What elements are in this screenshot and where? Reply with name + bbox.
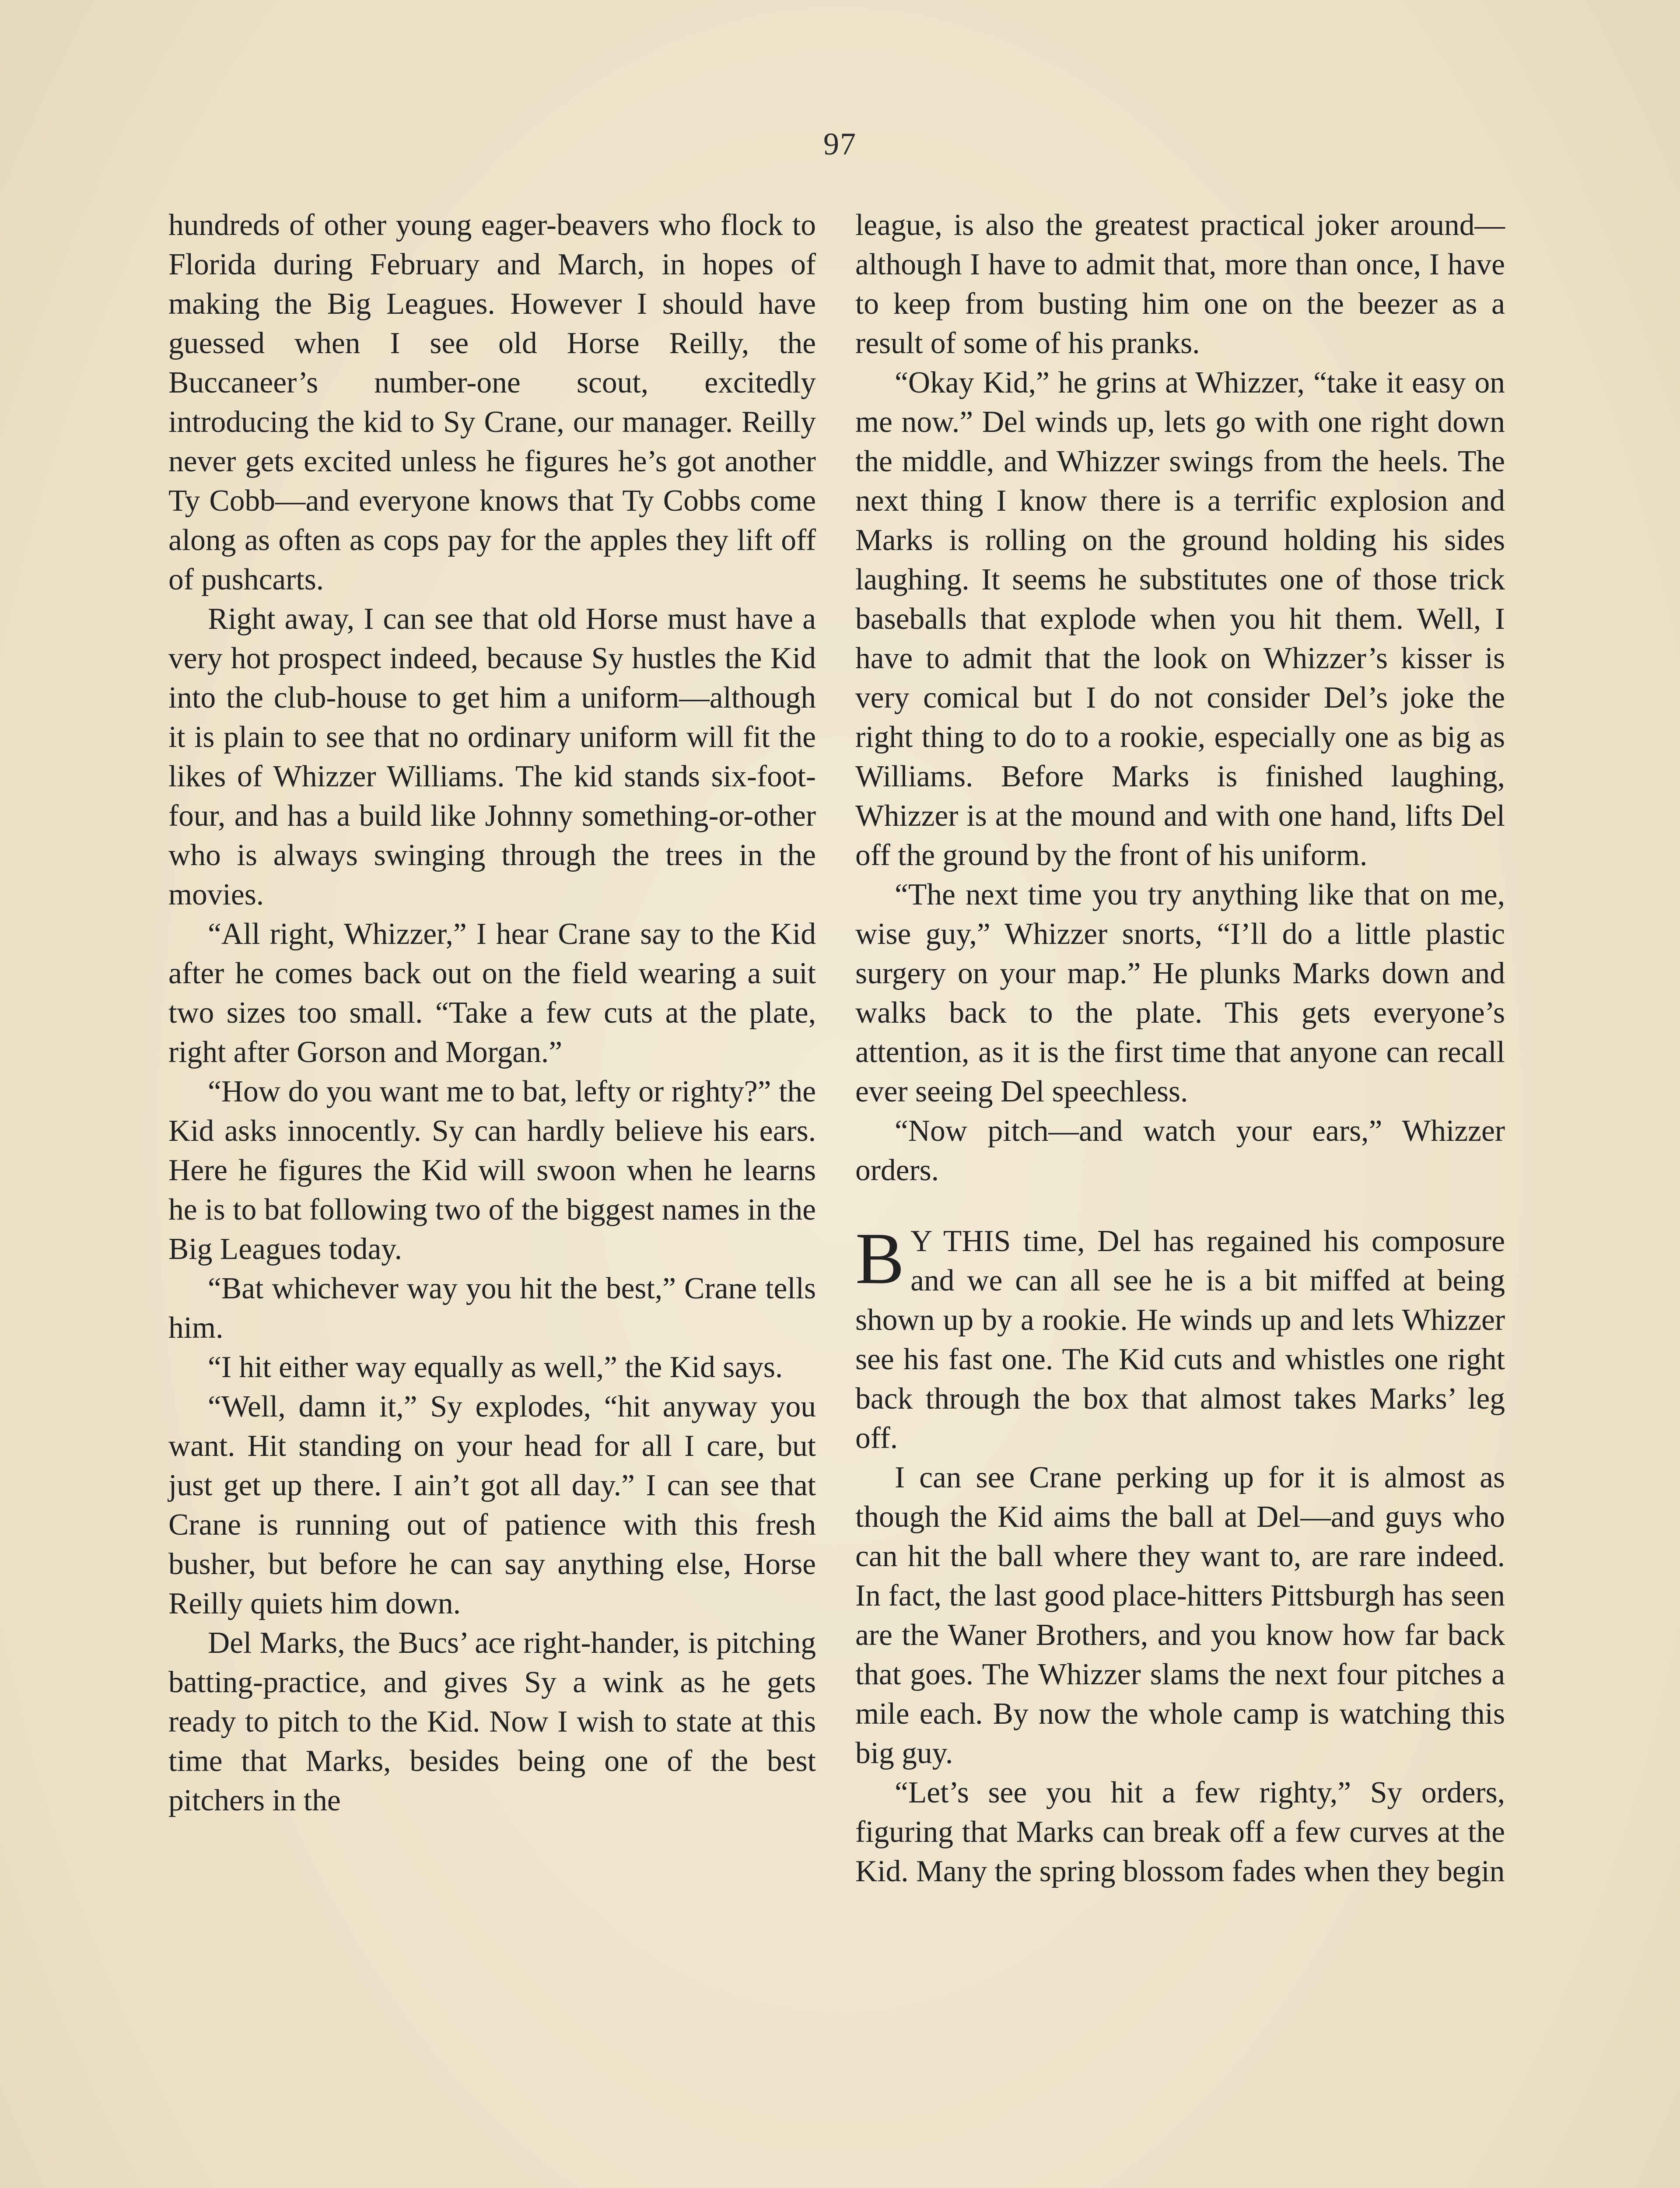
- paragraph: “Let’s see you hit a few righty,” Sy orders, figuring that Marks can break off a few curves at the Kid. Many the spring blossom fades when they begin: [855, 1776, 1505, 1888]
- paragraph: “The next time you try anything like that on me, wise guy,” Whizzer snorts, “I’ll do a little plastic surgery on your map.” He plunks Marks down and walks back to the plate. This gets everyone’s attention, as it is the first time that anyone can recall ever seeing Del speechless.: [855, 878, 1505, 1108]
- paragraph: “How do you want me to bat, lefty or righty?” the Kid asks innocently. Sy can hardly believe his ears. Here he figures the Kid will swoon when he learns he is to bat following two of the biggest names in the Big Leagues today.: [168, 1075, 816, 1266]
- drop-cap: B: [855, 1218, 905, 1299]
- section-paragraph: [855, 1218, 1505, 1458]
- section-lead: Y THIS: [910, 1224, 1011, 1258]
- section-text: time, Del has regained his composure and we can all see he is a bit miffed at being shown up by a rookie. He winds up and lets Whizzer see his fast one. The Kid cuts and whistles one right back through the box that almost takes Marks’ leg off.: [855, 1224, 1505, 1455]
- paragraph: “Now pitch—and watch your ears,” Whizzer orders.: [855, 1114, 1505, 1187]
- paragraph: “Well, damn it,” Sy explodes, “hit anyway you want. Hit standing on your head for all I care, but just get up there. I ain’t got all day.” I can see that Crane is running out of patience with this fresh busher, but before he can say anything else, Horse Reilly quiets him down.: [168, 1390, 816, 1620]
- page-number: 97: [823, 126, 857, 161]
- paragraph: “All right, Whizzer,” I hear Crane say to the Kid after he comes back out on the field wearing a suit two sizes too small. “Take a few cuts at the plate, right after Gorson and Morgan.”: [168, 917, 816, 1069]
- paragraph: I can see Crane perking up for it is almost as though the Kid aims the ball at Del—and guys who can hit the ball where they want to, are rare indeed. In fact, the last good place-hitters Pittsburgh has seen are the Waner Brothers, and you know how far back that goes. The Whizzer slams the next four pitches a mile each. By now the whole camp is watching this big guy.: [855, 1461, 1505, 1770]
- right-column: [855, 206, 1505, 1891]
- paragraph: Right away, I can see that old Horse must have a very hot prospect indeed, because Sy hustles the Kid into the club-house to get him a uniform—although it is plain to see that no ordinary uniform will fit the likes of Whizzer Williams. The kid stands six-foot-four, and has a build like Johnny something-or-other who is always swinging through the trees in the movies.: [168, 602, 816, 912]
- paragraph: Del Marks, the Bucs’ ace right-hander, is pitching batting-practice, and gives Sy a wink as he gets ready to pitch to the Kid. Now I wish to state at this time that Marks, besides being one of the best pitchers in the: [168, 1626, 816, 1817]
- left-column: [168, 206, 816, 1820]
- paragraph: league, is also the greatest practical joker around—although I have to admit that, more than once, I have to keep from busting him one on the beezer as a result of some of his pranks.: [855, 208, 1505, 360]
- paragraph: hundreds of other young eager-beavers who flock to Florida during February and March, in hopes of making the Big Leagues. However I should have guessed when I see old Horse Reilly, the Buccaneer’s number-one scout, excitedly introducing the kid to Sy Crane, our manager. Reilly never gets excited unless he figures he’s got another Ty Cobb—and everyone knows that Ty Cobbs come along as often as cops pay for the apples they lift off of pushcarts.: [168, 208, 816, 596]
- paragraph: “I hit either way equally as well,” the Kid says.: [208, 1350, 783, 1384]
- paragraph: “Okay Kid,” he grins at Whizzer, “take it easy on me now.” Del winds up, lets go with one right down the middle, and Whizzer swings from the heels. The next thing I know there is a terrific explosion and Marks is rolling on the ground holding his sides laughing. It seems he substitutes one of those trick baseballs that explode when you hit them. Well, I have to admit that the look on Whizzer’s kisser is very comical but I do not consider Del’s joke the right thing to do to a rookie, especially one as big as Williams. Before Marks is finished laughing, Whizzer is at the mound and with one hand, lifts Del off the ground by the front of his uniform.: [855, 366, 1505, 872]
- paragraph: “Bat whichever way you hit the best,” Crane tells him.: [168, 1272, 816, 1345]
